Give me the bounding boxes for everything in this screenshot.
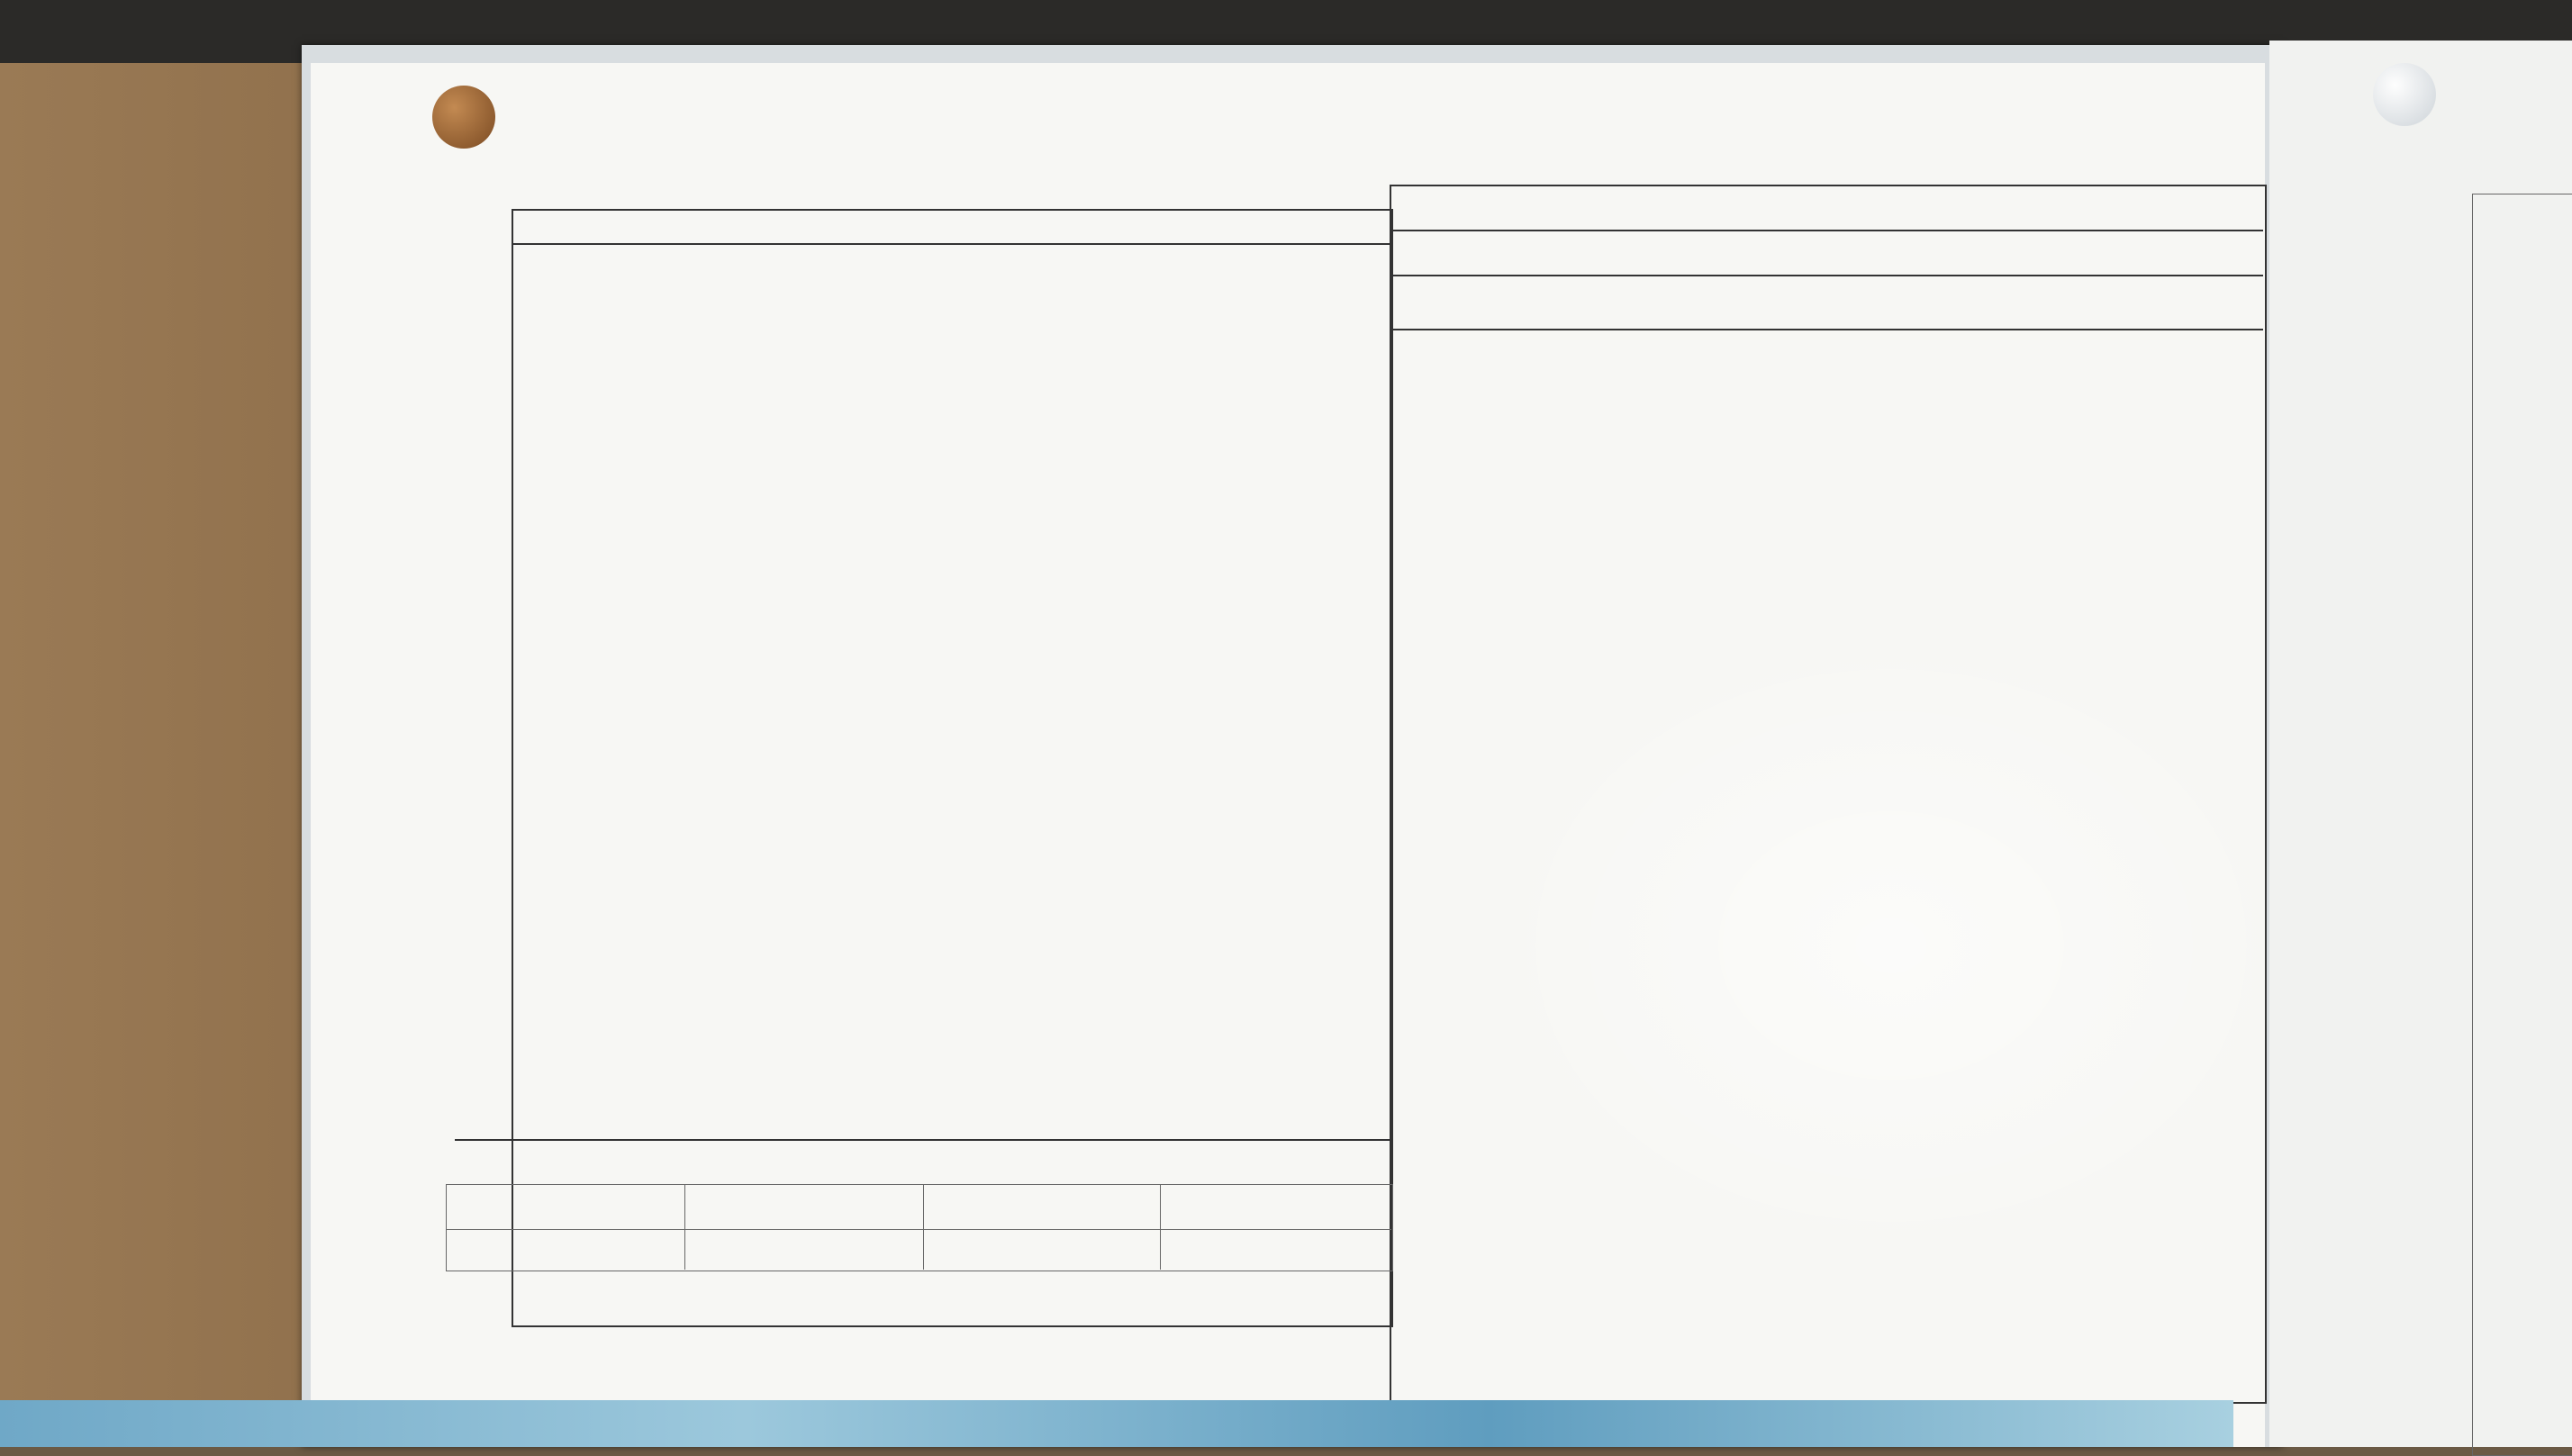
divider <box>923 1184 924 1270</box>
glass-pin-icon <box>2373 63 2436 126</box>
divider <box>1390 329 2263 330</box>
divider <box>1160 1184 1161 1270</box>
push-pin-icon <box>432 86 495 149</box>
divider <box>512 243 1390 245</box>
divider <box>1390 275 2263 276</box>
notes-panel <box>1390 185 2267 1404</box>
trace-table <box>446 1184 1393 1271</box>
divider <box>1390 230 2263 231</box>
components-panel <box>512 209 1393 1327</box>
map-poster-edge <box>0 1400 2233 1447</box>
adjacent-sheet <box>2269 41 2572 1447</box>
adjacent-table <box>2472 194 2572 1456</box>
divider <box>446 1229 1391 1230</box>
divider <box>684 1184 685 1270</box>
divider <box>455 1139 1391 1141</box>
